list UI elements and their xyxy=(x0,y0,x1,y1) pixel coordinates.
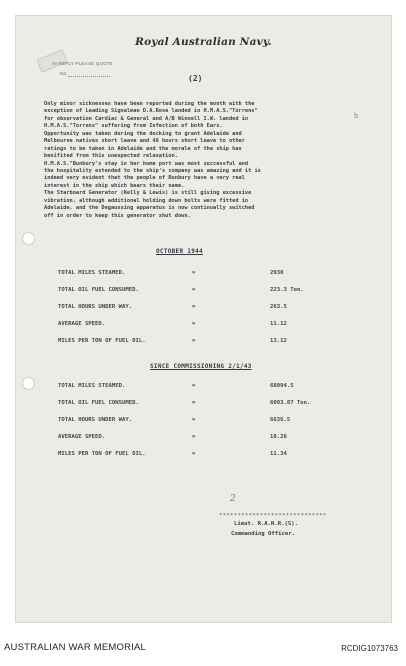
body-line: interest in the ship which bears their name. xyxy=(44,182,185,189)
stat-row xyxy=(58,321,358,330)
report-body xyxy=(44,101,376,220)
body-line: ratings to be taken in Adelaide and the morale of the ship has xyxy=(44,145,242,152)
margin-pencil-mark: b xyxy=(354,112,359,120)
page-number: (2) xyxy=(188,74,203,83)
stat-value: 223.3 Ton. xyxy=(270,287,304,293)
section-title-october: OCTOBER 1944 xyxy=(156,248,203,255)
stat-row xyxy=(58,383,358,392)
punch-hole-bottom xyxy=(22,377,35,390)
stat-equals: = xyxy=(192,304,196,310)
stat-row xyxy=(58,434,358,443)
document-page xyxy=(16,16,391,622)
stat-label: TOTAL OIL FUEL CONSUMED. xyxy=(58,287,139,293)
stat-value: 2930 xyxy=(270,270,284,276)
stat-label: TOTAL HOURS UNDER WAY. xyxy=(58,304,133,310)
reference-number-line xyxy=(68,76,110,77)
stat-value: 6636.5 xyxy=(270,417,291,423)
stat-equals: = xyxy=(192,338,196,344)
stat-row xyxy=(58,400,358,409)
stat-value: 263.5 xyxy=(270,304,287,310)
stat-value: 11.34 xyxy=(270,451,287,457)
stat-value: 6003.87 Ton. xyxy=(270,400,311,406)
pencil-annotation: 2 xyxy=(230,494,236,504)
body-line: H.M.A.S."Torrens" suffering from Infection of both Ears. xyxy=(44,123,223,130)
body-line: vibration, although additional holding down bolts were fitted in xyxy=(44,197,249,204)
stat-label: TOTAL HOURS UNDER WAY. xyxy=(58,417,133,423)
stat-row xyxy=(58,304,358,313)
body-line: indeed very evident that the people of Bunbury have a very real xyxy=(44,175,245,182)
stat-value: 10.26 xyxy=(270,434,287,440)
reference-number-label: No. xyxy=(60,72,68,77)
stat-equals: = xyxy=(192,287,196,293)
stat-label: MILES PER TON OF FUEL OIL. xyxy=(58,338,146,344)
stat-equals: = xyxy=(192,451,196,457)
body-line: The Starboard Generator (Kelly & Lewis) is still giving excessive xyxy=(44,190,252,197)
archive-credit: AUSTRALIAN WAR MEMORIAL xyxy=(4,642,147,653)
stat-row xyxy=(58,451,358,460)
body-line: off in order to keep this generator shut down. xyxy=(44,212,191,219)
stat-label: AVERAGE SPEED. xyxy=(58,434,106,440)
stat-equals: = xyxy=(192,270,196,276)
stat-row xyxy=(58,270,358,279)
signature-stars: ***************************** xyxy=(219,513,327,519)
stat-equals: = xyxy=(192,383,196,389)
body-line: the hospitality extended to the ship's company was amazing and it is xyxy=(44,167,261,174)
stat-label: TOTAL MILES STEAMED. xyxy=(58,383,126,389)
stat-row xyxy=(58,338,358,347)
stat-equals: = xyxy=(192,400,196,406)
body-line: Melbourne natives short leave and 48 hours short leave to other xyxy=(44,138,245,145)
stat-equals: = xyxy=(192,321,196,327)
stat-equals: = xyxy=(192,434,196,440)
letterhead-title: Royal Australian Navy. xyxy=(135,36,272,48)
stat-row xyxy=(58,417,358,426)
body-line: benifited from this unexpected relaxation. xyxy=(44,153,178,160)
signature-title: Commanding Officer. xyxy=(231,531,295,537)
stat-label: TOTAL MILES STEAMED. xyxy=(58,270,126,276)
body-line: Opportunity was taken during the docking to grant Adelaide and xyxy=(44,130,242,137)
stat-value: 68094.5 xyxy=(270,383,294,389)
reply-quote-label: IN REPLY PLEASE QUOTE xyxy=(52,61,114,66)
body-line: Adelaide, and the Degaussing apparatus is now continually switched xyxy=(44,205,255,212)
stat-value: 11.12 xyxy=(270,321,287,327)
signature-rank: Lieut. R.A.N.R.(S). xyxy=(234,521,298,527)
stat-row xyxy=(58,287,358,296)
body-line: for observation Cardiac & General and A/B Winnell I.W. landed in xyxy=(44,115,249,122)
stat-value: 13.12 xyxy=(270,338,287,344)
stat-label: TOTAL OIL FUEL CONSUMED. xyxy=(58,400,139,406)
punch-hole-top xyxy=(22,232,35,245)
record-id: RCDIG1073763 xyxy=(341,644,398,653)
stat-label: MILES PER TON OF FUEL OIL. xyxy=(58,451,146,457)
body-line: Only minor sicknesses have been reported during the month with the xyxy=(44,101,255,107)
stat-equals: = xyxy=(192,417,196,423)
body-line: exception of Leading Signalman D.A.Rose landed in H.M.A.S."Torrens" xyxy=(44,108,258,115)
stat-label: AVERAGE SPEED. xyxy=(58,321,106,327)
body-line: H.M.A.S."Bunbury's stay in her home port was most successful and xyxy=(44,160,249,167)
section-title-since-commissioning: SINCE COMMISSIONING 2/1/43 xyxy=(150,363,252,370)
